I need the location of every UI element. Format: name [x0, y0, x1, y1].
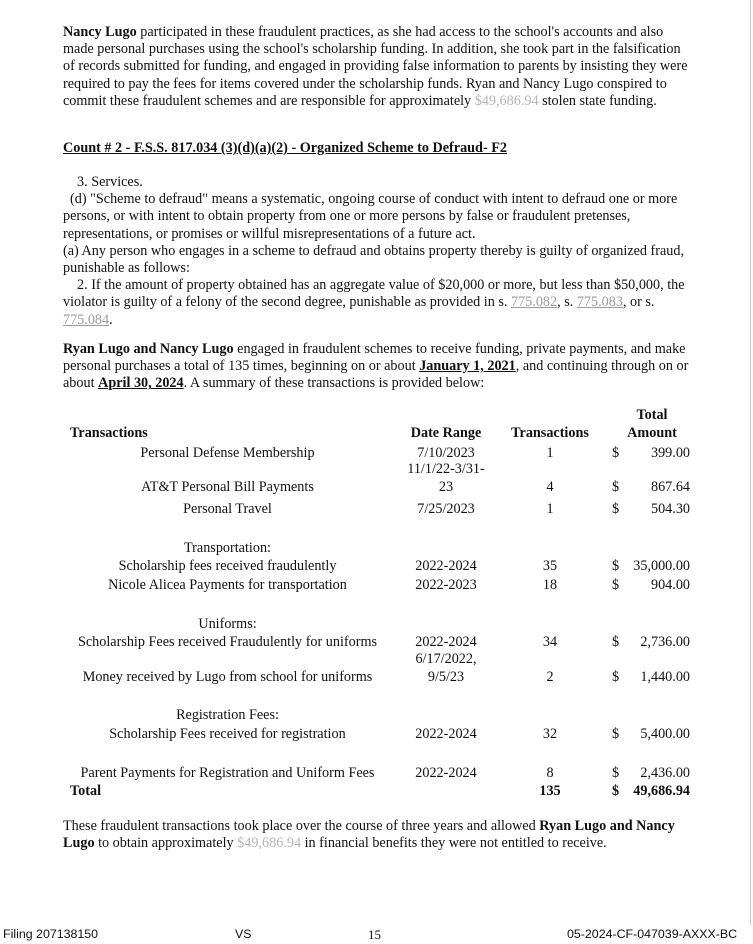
table-row-currency: $ [612, 558, 620, 574]
table-row-currency: $ [612, 726, 620, 742]
page-number: 15 [368, 927, 381, 942]
total-count: 135 [539, 783, 561, 799]
page-footer [0, 926, 753, 944]
statute-text [63, 174, 693, 329]
paragraph-summary-intro [63, 341, 693, 393]
statute-link-775-084[interactable]: 775.084 [63, 311, 110, 328]
paragraph-text: in financial benefits they were not entitled to receive. [301, 835, 607, 852]
table-row-date: 2022-2023 [415, 577, 477, 593]
table-row-count: 1 [546, 501, 554, 517]
case-number: 05-2024-CF-047039-AXXX-BC [567, 927, 738, 941]
statute-penalty-text: , or s. [622, 294, 655, 311]
table-row-date: 2022-2024 [415, 726, 477, 742]
clerk-initials: VS [235, 927, 252, 941]
table-row-currency: $ [612, 445, 620, 461]
table-row-amount: 867.64 [650, 479, 690, 495]
table-row-amount: 399.00 [650, 445, 690, 461]
table-row-date: 23 [438, 479, 454, 495]
paragraph-text: These fraudulent transactions took place over the course of three years and allowed [63, 818, 540, 834]
statute-organized-fraud: (a) Any person who engages in a scheme to defraud and obtains property thereby is guilty of organized fraud, punishable as follows: [63, 242, 685, 277]
redacted-amount: $49,686.94 [237, 835, 302, 852]
table-row-desc: Money received by Lugo from school for uniforms [82, 669, 373, 685]
table-row-date: 2022-2024 [415, 765, 477, 781]
header-amount: Amount [627, 425, 677, 441]
table-row-count: 1 [546, 445, 554, 461]
table-row-amount: 504.30 [650, 501, 690, 517]
table-row-desc: AT&T Personal Bill Payments [141, 479, 314, 495]
table-row-count: 35 [542, 558, 558, 574]
statute-link-775-082[interactable]: 775.082 [510, 294, 558, 311]
table-row-date: 9/5/23 [427, 669, 465, 685]
table-row-desc: Nicole Alicea Payments for transportation [108, 577, 347, 593]
table-row-date: 6/17/2022, [415, 651, 477, 667]
statute-penalty-text: 2. If the amount of property obtained has an aggregate value of $20,000 or more, but less than $50,000, the violator is guilty of a felony of the second degree, punishable as provided in s. [63, 277, 685, 311]
table-row-count: 8 [546, 765, 554, 781]
paragraph-text: . A summary of these transactions is provided below: [183, 375, 485, 392]
table-row-date: 7/10/2023 [417, 445, 475, 461]
redacted-amount: $49,686.94 [474, 92, 539, 109]
section-label-registration: Registration Fees: [176, 707, 279, 723]
total-label: Total [70, 783, 102, 799]
paragraph-text: engaged in fraudulent schemes to receive funding, private payments, and make personal purchases a total of 135 times, beginning on or about [63, 341, 686, 375]
header-transactions: Transactions [70, 425, 148, 441]
paragraph-text: to obtain approximately [94, 835, 238, 852]
table-row-date: 2022-2024 [415, 634, 477, 650]
table-row-amount: 904.00 [650, 577, 690, 593]
table-row-amount: 1,440.00 [640, 669, 690, 685]
statute-link-775-083[interactable]: 775.083 [576, 294, 623, 311]
total-currency: $ [612, 783, 620, 799]
table-row-date: 7/25/2023 [417, 501, 475, 517]
table-row-currency: $ [612, 577, 620, 593]
paragraph-nancy-lugo [63, 24, 693, 110]
table-row-desc: Personal Defense Membership [140, 445, 315, 461]
filing-number: Filing 207138150 [3, 927, 99, 941]
names-ryan-nancy: Ryan Lugo and Nancy Lugo [63, 818, 675, 852]
table-row-count: 18 [542, 577, 558, 593]
table-row-count: 32 [542, 726, 558, 742]
statute-definition-text: (d) "Scheme to defraud" means a systematic, ongoing course of conduct with intent to defraud one or more persons, or with intent to obtain property from one or more persons by false or fraudulent pretenses, representations, or promises or willful misrepresentations of a future act. [63, 191, 678, 242]
header-transaction-count: Transactions [511, 425, 589, 441]
table-row-amount: 5,400.00 [640, 726, 690, 742]
header-date-range: Date Range [410, 425, 482, 441]
date-end: April 30, 2024 [98, 375, 184, 392]
table-row-desc: Personal Travel [183, 501, 272, 517]
table-row-amount: 35,000.00 [633, 558, 690, 574]
table-row-currency: $ [612, 501, 620, 517]
paragraph-text: participated in these fraudulent practices, as she had access to the school's accounts and also made personal purchases using the school's scholarship funding. In addition, she took part in the falsification of records submitted for funding, and engaged in providing false information to parents by insisting they were required to pay the fees for items covered under the scholarship funds. Ryan and Nancy Lugo conspired to commit these fraudulent schemes and are responsible for approximately [63, 24, 688, 109]
table-row-currency: $ [612, 669, 620, 685]
paragraph-text: stolen state funding. [538, 92, 657, 109]
name-nancy-lugo: Nancy Lugo [63, 24, 137, 40]
table-row-count: 34 [542, 634, 558, 650]
date-start: January 1, 2021 [419, 358, 516, 375]
table-row-date: 2022-2024 [415, 558, 477, 574]
table-row-desc: Scholarship Fees received Fraudulently for uniforms [77, 634, 378, 650]
statute-definition [63, 191, 693, 243]
paragraph-text: , and continuing through on or about [63, 358, 689, 392]
table-row-amount: 2,736.00 [640, 634, 690, 650]
header-total: Total [636, 407, 668, 423]
table-row-currency: $ [612, 634, 620, 650]
table-row-count: 4 [546, 479, 554, 495]
table-row-desc: Scholarship fees received fraudulently [118, 558, 337, 574]
statute-penalty-text: , s. [557, 294, 577, 311]
paragraph-conclusion [63, 818, 683, 852]
table-row-count: 2 [546, 669, 554, 685]
names-ryan-nancy: Ryan Lugo and Nancy Lugo [63, 341, 234, 357]
statute-penalty-text: . [109, 311, 113, 328]
section-label-uniforms: Uniforms: [198, 616, 257, 632]
count-heading: Count # 2 - F.S.S. 817.034 (3)(d)(a)(2) - Organized Scheme to Defraud- F2 [63, 140, 507, 156]
statute-services: 3. Services. [77, 174, 143, 190]
table-row-currency: $ [612, 765, 620, 781]
total-amount: 49,686.94 [633, 783, 690, 799]
table-row-date: 11/1/22-3/31- [407, 461, 485, 477]
table-row-desc: Scholarship Fees received for registration [109, 726, 346, 742]
table-row-amount: 2,436.00 [640, 765, 690, 781]
section-label-transportation: Transportation: [184, 540, 271, 556]
statute-penalty [63, 277, 693, 329]
table-row-desc: Parent Payments for Registration and Uniform Fees [80, 765, 375, 781]
table-row-currency: $ [612, 479, 620, 495]
